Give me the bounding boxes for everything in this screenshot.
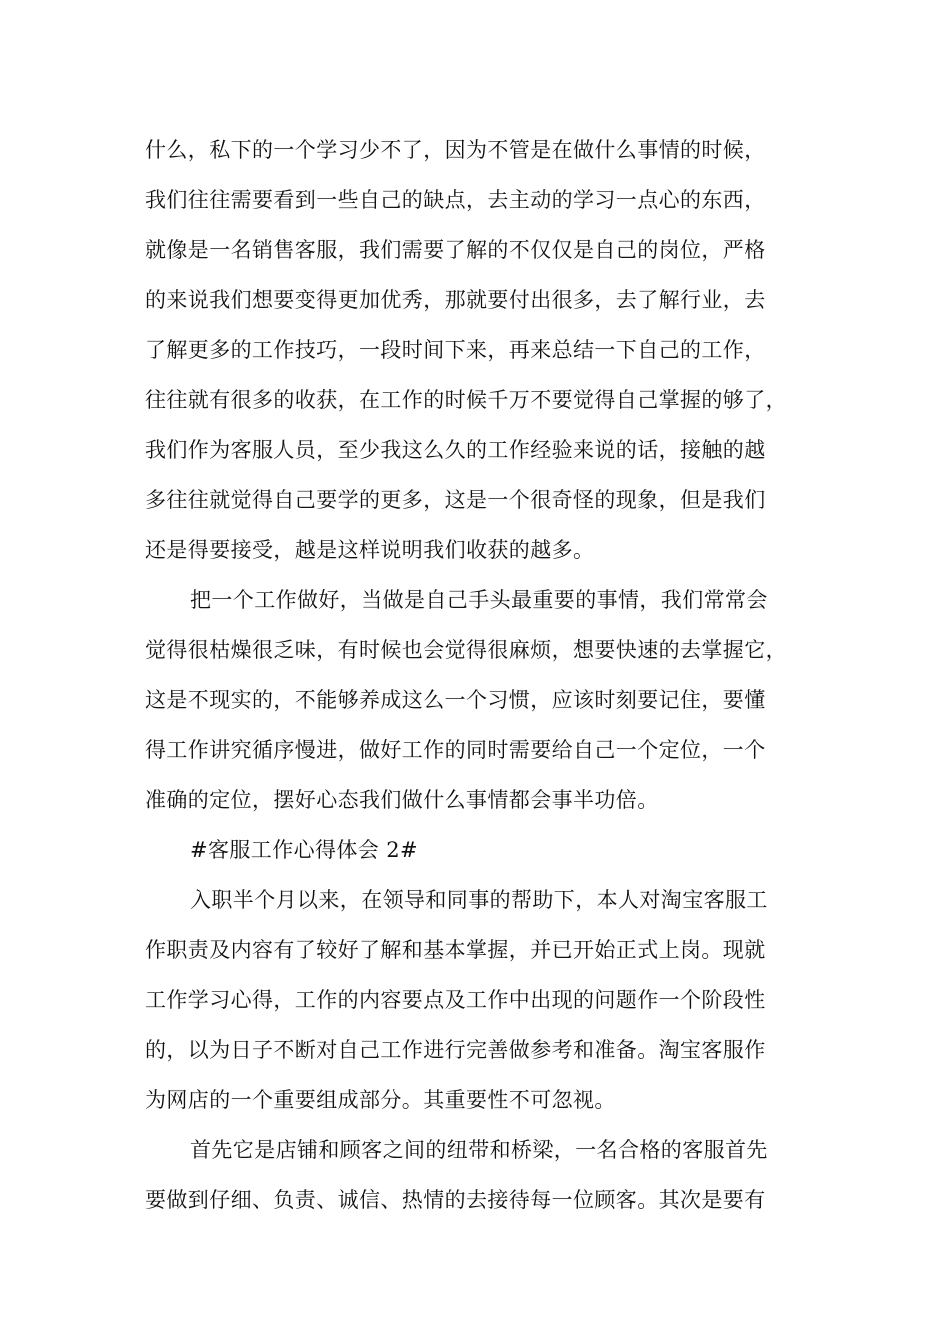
section-heading: #客服工作心得体会 2# bbox=[190, 838, 419, 862]
text-line: 觉得很枯燥很乏味，有时候也会觉得很麻烦，想要快速的去掌握它， bbox=[145, 638, 787, 662]
text-line: 我们作为客服人员，至少我这么久的工作经验来说的话，接触的越 bbox=[145, 438, 766, 462]
text-line: 准确的定位，摆好心态我们做什么事情都会事半功倍。 bbox=[145, 788, 659, 812]
text-line: 的，以为日子不断对自己工作进行完善做参考和准备。淘宝客服作 bbox=[145, 1038, 766, 1062]
text-line: 的来说我们想要变得更加优秀，那就要付出很多，去了解行业，去 bbox=[145, 288, 766, 312]
text-line: 就像是一名销售客服，我们需要了解的不仅仅是自己的岗位，严格 bbox=[145, 238, 766, 262]
paragraph-first-line: 首先它是店铺和顾客之间的纽带和桥梁，一名合格的客服首先 bbox=[190, 1138, 768, 1162]
text-line: 得工作讲究循序慢进，做好工作的同时需要给自己一个定位，一个 bbox=[145, 738, 766, 762]
text-line: 作职责及内容有了较好了解和基本掌握，并已开始正式上岗。现就 bbox=[145, 938, 766, 962]
text-line: 这是不现实的，不能够养成这么一个习惯，应该时刻要记住，要懂 bbox=[145, 688, 766, 712]
text-line: 还是得要接受，越是这样说明我们收获的越多。 bbox=[145, 538, 595, 562]
text-line: 为网店的一个重要组成部分。其重要性不可忽视。 bbox=[145, 1088, 616, 1112]
text-line: 我们往往需要看到一些自己的缺点，去主动的学习一点心的东西， bbox=[145, 188, 766, 212]
paragraph-first-line: 把一个工作做好，当做是自己手头最重要的事情，我们常常会 bbox=[190, 588, 768, 612]
text-line: 要做到仔细、负责、诚信、热情的去接待每一位顾客。其次是要有 bbox=[145, 1188, 766, 1212]
text-line: 工作学习心得，工作的内容要点及工作中出现的问题作一个阶段性 bbox=[145, 988, 766, 1012]
paragraph-first-line: 入职半个月以来，在领导和同事的帮助下，本人对淘宝客服工 bbox=[190, 888, 768, 912]
text-line: 什么，私下的一个学习少不了，因为不管是在做什么事情的时候， bbox=[145, 138, 766, 162]
text-line: 多往往就觉得自己要学的更多，这是一个很奇怪的现象，但是我们 bbox=[145, 488, 766, 512]
text-line: 了解更多的工作技巧，一段时间下来，再来总结一下自己的工作， bbox=[145, 338, 766, 362]
text-line: 往往就有很多的收获，在工作的时候千万不要觉得自己掌握的够了， bbox=[145, 388, 787, 412]
